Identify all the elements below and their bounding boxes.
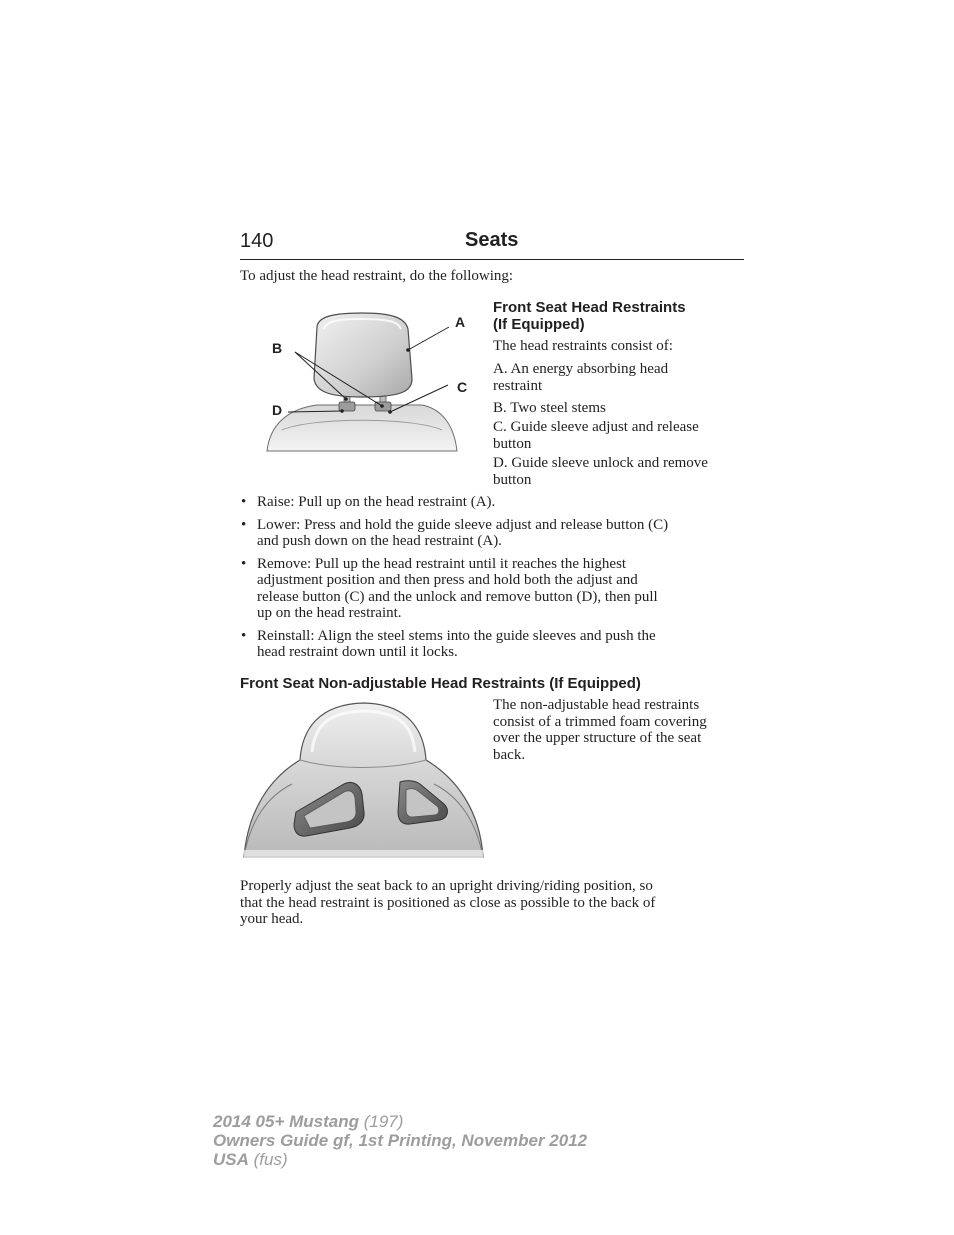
non-adjustable-description [493,697,745,763]
footer-printing: Owners Guide gf, 1st Printing, November 2012 [213,1131,588,1150]
footer-printing-line [213,1131,587,1150]
head-restraints-lead: The head restraints consist of: [493,338,673,354]
section-heading-front-seat-head-restraints [493,299,743,333]
list-line: up on the head restraint. [257,605,402,621]
body-line: that the head restraint is positioned as close as possible to the back of [240,894,656,911]
bullet-marker: • [241,494,247,510]
footer-model-code: (197) [359,1112,404,1131]
list-line: Reinstall: Align the steel stems into the guide sleeves and push the [257,627,656,644]
body-line: Properly adjust the seat back to an upright driving/riding position, so [240,878,653,894]
legend-item-a [493,361,743,394]
header-divider [240,259,744,260]
page-number: 140 [240,230,274,252]
legend-line: button [493,471,532,488]
legend-line: button [493,435,532,452]
legend-item-b [493,400,743,417]
list-item-remove [240,556,744,622]
legend-line: C. Guide sleeve adjust and release [493,419,699,435]
page-title: Seats [465,229,519,251]
list-item-reinstall [240,628,744,661]
callout-b: B [272,340,283,356]
body-line: over the upper structure of the seat [493,730,702,746]
legend-line: restraint [493,377,543,394]
callout-c: C [457,379,468,395]
section-heading-non-adjustable-head-restraints: Front Seat Non-adjustable Head Restraints (If Equipped) [240,675,641,692]
adjustable-head-restraint-illustration [262,305,476,455]
list-line: Raise: Pull up on the head restraint (A). [257,494,496,510]
heading-line: (If Equipped) [493,316,585,333]
body-line: your head. [240,911,304,927]
list-line: release button (C) and the unlock and remove button (D), then pull [257,588,658,605]
body-line: back. [493,746,526,763]
callout-a: A [455,314,466,330]
list-item-lower [240,517,744,550]
closing-paragraph [240,878,740,928]
legend-item-c [493,419,743,452]
legend-item-d [493,455,743,488]
body-line: consist of a trimmed foam covering [493,713,707,730]
list-line: and push down on the head restraint (A). [257,533,502,549]
heading-line: Front Seat Head Restraints [493,299,686,316]
legend-line: D. Guide sleeve unlock and remove [493,455,708,471]
footer-model: 2014 05+ Mustang [213,1112,359,1131]
legend-line: A. An energy absorbing head [493,361,669,377]
non-adjustable-head-restraint-illustration [240,700,486,860]
footer-region-line [213,1150,288,1169]
callout-d: D [272,402,283,418]
intro-text: To adjust the head restraint, do the following: [240,268,514,284]
legend-line: B. Two steel stems [493,400,606,416]
bullet-marker: • [241,516,247,533]
list-line: head restraint down until it locks. [257,644,458,660]
list-line: Lower: Press and hold the guide sleeve adjust and release button (C) [257,516,669,533]
list-line: Remove: Pull up the head restraint until it reaches the highest [257,555,627,572]
list-line: adjustment position and then press and hold both the adjust and [257,572,638,588]
list-item-raise [240,494,744,511]
footer-region-code: (fus) [248,1150,288,1169]
adjustment-steps-list [240,494,744,667]
bullet-marker: • [241,627,247,644]
bullet-marker: • [241,555,247,572]
footer-model-line [213,1112,403,1131]
footer-region: USA [213,1150,249,1169]
body-line: The non-adjustable head restraints [493,697,700,713]
